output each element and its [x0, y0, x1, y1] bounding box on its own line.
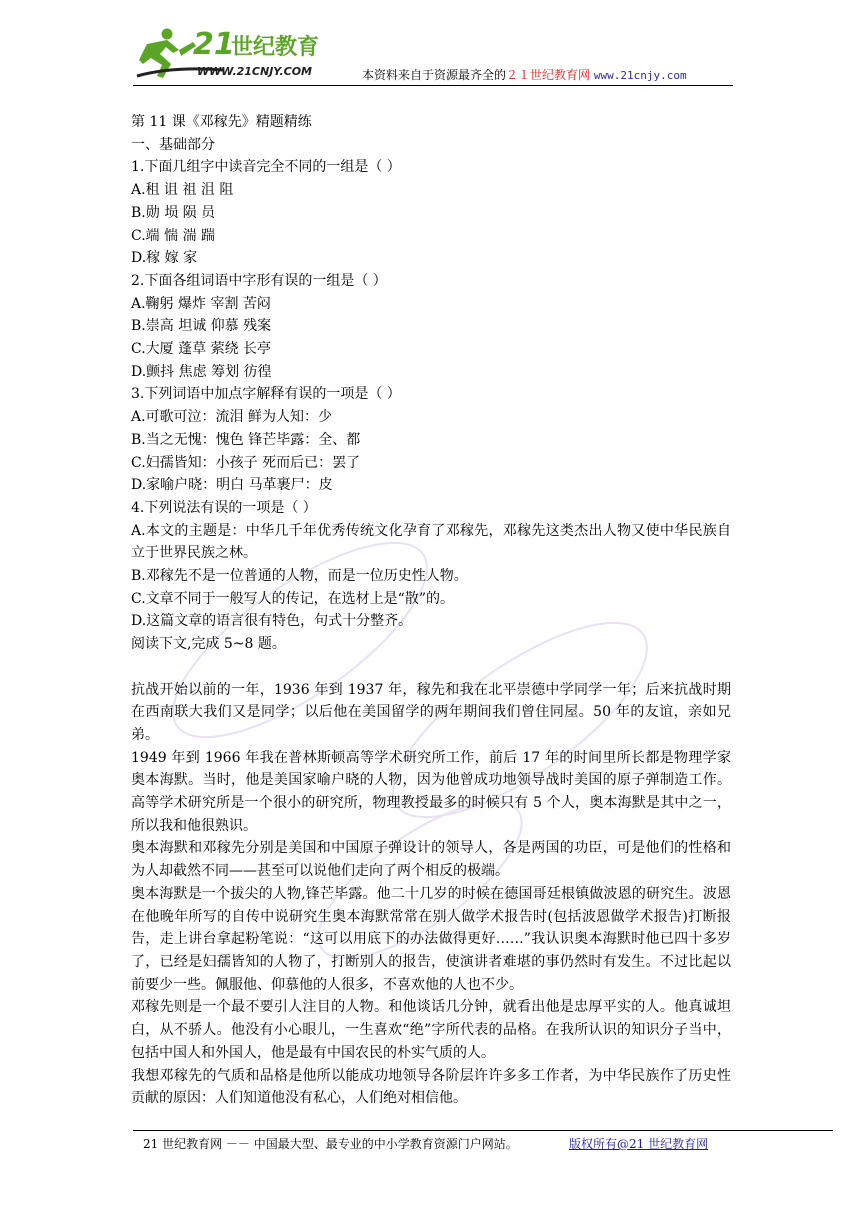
question-4-option-d: D.这篇文章的语言很有特色，句式十分整齐。 — [131, 613, 413, 630]
site-logo — [133, 20, 343, 84]
svg-text:21: 21 — [193, 27, 235, 62]
question-1-stem: 1.下面几组字中读音完全不同的一组是（ ） — [131, 159, 401, 176]
question-2-option-a: A.鞠躬 爆炸 宰割 苦闷 — [131, 295, 271, 312]
header-divider — [133, 85, 733, 86]
passage-paragraph: 奥本海默和邓稼先分别是美国和中国原子弹设计的领导人，各是两国的功臣，可是他们的性格和为人却截然不同——甚至可以说他们走向了两个相反的极端。 — [131, 840, 731, 880]
question-3-option-a: A.可歌可泣：流泪 鲜为人知：少 — [131, 409, 333, 426]
question-3-option-c: C.妇孺皆知：小孩子 死而后已：罢了 — [131, 454, 361, 471]
question-2-option-c: C.大厦 蓬草 萦绕 长亭 — [131, 341, 272, 358]
question-1-option-b: B.勋 埙 陨 员 — [131, 204, 216, 221]
copyright-link[interactable]: 版权所有@21 世纪教育网 — [569, 1137, 709, 1151]
passage-paragraph: 抗战开始以前的一年，1936 年到 1937 年，稼先和我在北平崇德中学同学一年；后来抗战时期在西南联大我们又是同学；以后他在美国留学的两年期间我们曾住同屋。50 年的友谊，亲如兄弟。 — [131, 681, 731, 743]
question-4-stem: 4.下列说法有误的一项是（ ） — [131, 499, 317, 516]
footer-text: 21 世纪教育网 －－ 中国最大型、最专业的中小学教育资源门户网站。 — [143, 1137, 518, 1151]
passage-paragraph: 奥本海默是一个拔尖的人物,锋芒毕露。他二十几岁的时候在德国哥廷根镇做波恩的研究生。波恩在他晚年所写的自传中说研究生奥本海默常常在别人做学术报告时(包括波恩做学术报告)打断报告，走上讲台拿起粉笔说：“这可以用底下的办法做得更好……”我认识奥本海默时他已四十多岁了，已经是妇孺皆知的人物了，打断别人的报告，使演讲者难堪的事仍然时有发生。不过比起以前要少一些。佩服他、仰慕他的人很多，不喜欢他的人也不少。 — [131, 885, 731, 993]
slogan-url[interactable]: www.21cnjy.com — [593, 69, 687, 82]
footer-divider — [133, 1130, 833, 1131]
question-3-option-b: B.当之无愧：愧色 锋芒毕露：全、都 — [131, 431, 361, 448]
svg-text:世纪教育: 世纪教育 — [231, 35, 320, 60]
question-2-stem: 2.下面各组词语中字形有误的一组是（ ） — [131, 272, 387, 289]
passage-paragraph: 我想邓稼先的气质和品格是他所以能成功地领导各阶层许许多多工作者，为中华民族作了历史性贡献的原因：人们知道他没有私心，人们绝对相信他。 — [131, 1067, 731, 1107]
page-header — [0, 0, 860, 90]
header-slogan — [362, 68, 687, 83]
question-3-stem: 3.下列词语中加点字解释有误的一项是（ ） — [131, 386, 401, 403]
question-1-option-c: C.端 惴 湍 踹 — [131, 227, 216, 244]
question-1-option-d: D.稼 嫁 家 — [131, 250, 198, 267]
document-body — [131, 111, 731, 1110]
question-2-option-d: D.颤抖 焦虑 筹划 彷徨 — [131, 363, 272, 380]
question-4-option-a: A.本文的主题是：中华几千年优秀传统文化孕育了邓稼先，邓稼先这类杰出人物又使中华民族自立于世界民族之林。 — [131, 522, 731, 562]
question-1-option-a: A.租 诅 祖 沮 阻 — [131, 182, 234, 199]
question-3-option-d: D.家喻户晓：明白 马革裹尸：皮 — [131, 477, 333, 494]
question-4-option-b: B.邓稼先不是一位普通的人物，而是一位历史性人物。 — [131, 568, 468, 585]
question-2-option-b: B.崇高 坦诚 仰慕 残案 — [131, 318, 272, 335]
page-footer — [143, 1137, 743, 1151]
svg-text:WWW.21CNJY.COM: WWW.21CNJY.COM — [197, 65, 312, 78]
doc-title: 第 11 课《邓稼先》精题精练 — [131, 114, 312, 130]
passage-paragraph: 1949 年到 1966 年我在普林斯顿高等学术研究所工作，前后 17 年的时间里所长都是物理学家奥本海默。当时，他是美国家喻户晓的人物，因为他曾成功地领导战时美国的原子弹制造工作。高等学术研究所是一个很小的研究所，物理教授最多的时候只有 5 个人，奥本海默是其中之一，所以我和他很熟识。 — [131, 749, 731, 834]
question-4-option-c: C.文章不同于一般写人的传记，在选材上是“散”的。 — [131, 590, 454, 607]
slogan-prefix: 本资料来自于资源最齐全的 — [362, 68, 507, 82]
slogan-brand: ２１世纪教育网 — [506, 68, 591, 82]
section-heading: 一、基础部分 — [131, 136, 215, 153]
reading-instruction: 阅读下文,完成 5~8 题。 — [131, 636, 286, 653]
spacer — [131, 656, 731, 679]
passage-paragraph: 邓稼先则是一个最不要引人注目的人物。和他谈话几分钟，就看出他是忠厚平实的人。他真诚坦白，从不骄人。他没有小心眼儿，一生喜欢“绝”字所代表的品格。在我所认识的知识分子当中，包括中国人和外国人，他是最有中国农民的朴实气质的人。 — [131, 999, 731, 1061]
